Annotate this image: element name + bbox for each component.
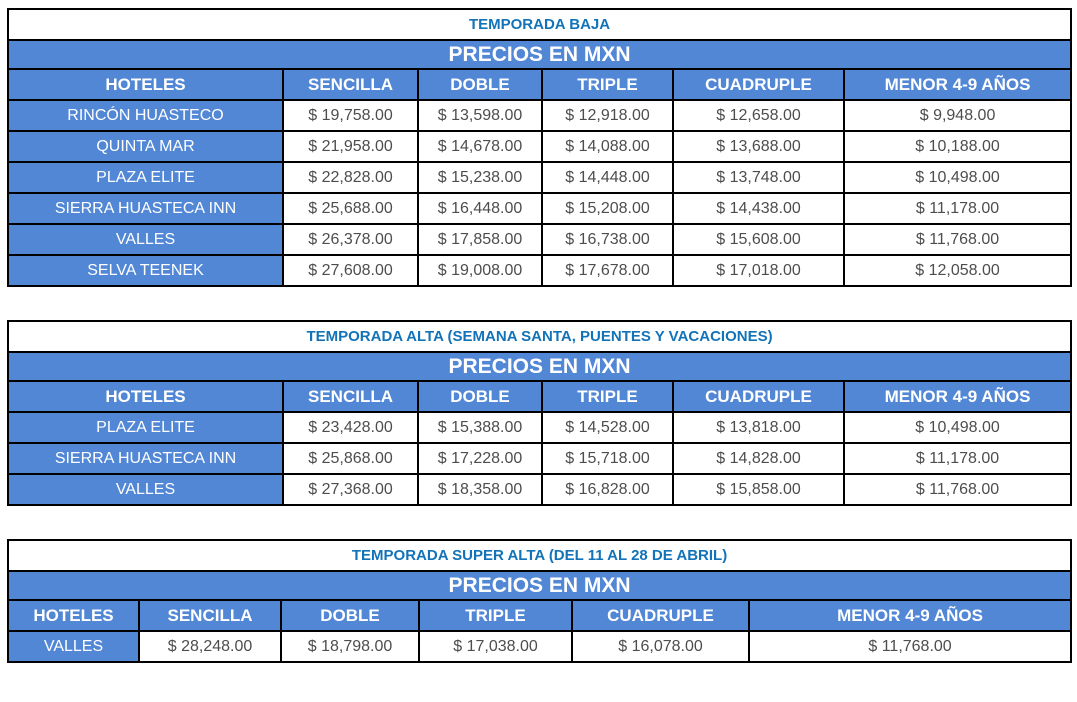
column-header-hoteles: HOTELES [8, 600, 139, 631]
column-header-triple: TRIPLE [419, 600, 572, 631]
price-cell: $ 11,768.00 [844, 474, 1071, 505]
price-cell: $ 17,228.00 [418, 443, 542, 474]
season-price-table [7, 539, 1072, 663]
price-cell: $ 15,388.00 [418, 412, 542, 443]
column-header-row [8, 381, 1071, 412]
price-cell: $ 14,448.00 [542, 162, 673, 193]
price-cell: $ 27,368.00 [283, 474, 418, 505]
hotel-name-cell: SELVA TEENEK [8, 255, 283, 286]
price-cell: $ 12,058.00 [844, 255, 1071, 286]
season-title: TEMPORADA ALTA (SEMANA SANTA, PUENTES Y VACACIONES) [8, 321, 1071, 352]
hotel-name-cell: VALLES [8, 631, 139, 662]
price-cell: $ 10,188.00 [844, 131, 1071, 162]
column-header-hoteles: HOTELES [8, 69, 283, 100]
column-header-doble: DOBLE [418, 381, 542, 412]
price-cell: $ 17,678.00 [542, 255, 673, 286]
season-title: TEMPORADA SUPER ALTA (DEL 11 AL 28 DE ABRIL) [8, 540, 1071, 571]
price-cell: $ 25,688.00 [283, 193, 418, 224]
price-cell: $ 14,088.00 [542, 131, 673, 162]
column-header-menor-4-9-a-os: MENOR 4-9 AÑOS [844, 69, 1071, 100]
column-header-sencilla: SENCILLA [283, 69, 418, 100]
currency-banner-row [8, 352, 1071, 381]
price-cell: $ 17,018.00 [673, 255, 844, 286]
price-cell: $ 16,828.00 [542, 474, 673, 505]
price-cell: $ 15,238.00 [418, 162, 542, 193]
column-header-row [8, 600, 1071, 631]
hotel-name-cell: VALLES [8, 474, 283, 505]
price-cell: $ 12,658.00 [673, 100, 844, 131]
column-header-sencilla: SENCILLA [283, 381, 418, 412]
currency-banner: PRECIOS EN MXN [8, 40, 1071, 69]
hotel-name-cell: PLAZA ELITE [8, 412, 283, 443]
hotel-row [8, 255, 1071, 286]
hotel-row [8, 631, 1071, 662]
season-title-row [8, 321, 1071, 352]
column-header-doble: DOBLE [418, 69, 542, 100]
hotel-row [8, 193, 1071, 224]
price-cell: $ 27,608.00 [283, 255, 418, 286]
hotel-row [8, 100, 1071, 131]
hotel-name-cell: SIERRA HUASTECA INN [8, 443, 283, 474]
hotel-name-cell: RINCÓN HUASTECO [8, 100, 283, 131]
column-header-row [8, 69, 1071, 100]
price-cell: $ 11,768.00 [749, 631, 1071, 662]
price-cell: $ 14,678.00 [418, 131, 542, 162]
price-cell: $ 13,688.00 [673, 131, 844, 162]
price-cell: $ 17,858.00 [418, 224, 542, 255]
column-header-sencilla: SENCILLA [139, 600, 281, 631]
price-cell: $ 18,798.00 [281, 631, 419, 662]
hotel-row [8, 412, 1071, 443]
price-cell: $ 28,248.00 [139, 631, 281, 662]
column-header-cuadruple: CUADRUPLE [572, 600, 749, 631]
hotel-row [8, 474, 1071, 505]
price-cell: $ 23,428.00 [283, 412, 418, 443]
price-cell: $ 15,858.00 [673, 474, 844, 505]
hotel-name-cell: SIERRA HUASTECA INN [8, 193, 283, 224]
price-cell: $ 10,498.00 [844, 162, 1071, 193]
price-cell: $ 15,208.00 [542, 193, 673, 224]
price-cell: $ 21,958.00 [283, 131, 418, 162]
column-header-cuadruple: CUADRUPLE [673, 69, 844, 100]
column-header-cuadruple: CUADRUPLE [673, 381, 844, 412]
price-cell: $ 22,828.00 [283, 162, 418, 193]
column-header-doble: DOBLE [281, 600, 419, 631]
price-cell: $ 19,008.00 [418, 255, 542, 286]
currency-banner-row [8, 40, 1071, 69]
season-title: TEMPORADA BAJA [8, 9, 1071, 40]
price-cell: $ 16,738.00 [542, 224, 673, 255]
column-header-triple: TRIPLE [542, 69, 673, 100]
season-price-table [7, 320, 1072, 506]
column-header-menor-4-9-a-os: MENOR 4-9 AÑOS [844, 381, 1071, 412]
price-cell: $ 11,178.00 [844, 193, 1071, 224]
column-header-menor-4-9-a-os: MENOR 4-9 AÑOS [749, 600, 1071, 631]
hotel-row [8, 443, 1071, 474]
price-cell: $ 15,718.00 [542, 443, 673, 474]
season-title-row [8, 540, 1071, 571]
currency-banner: PRECIOS EN MXN [8, 571, 1071, 600]
season-price-table [7, 8, 1072, 287]
hotel-row [8, 162, 1071, 193]
price-cell: $ 26,378.00 [283, 224, 418, 255]
hotel-name-cell: PLAZA ELITE [8, 162, 283, 193]
price-cell: $ 12,918.00 [542, 100, 673, 131]
price-cell: $ 15,608.00 [673, 224, 844, 255]
price-cell: $ 19,758.00 [283, 100, 418, 131]
price-cell: $ 17,038.00 [419, 631, 572, 662]
price-cell: $ 14,828.00 [673, 443, 844, 474]
price-cell: $ 14,438.00 [673, 193, 844, 224]
price-cell: $ 13,818.00 [673, 412, 844, 443]
price-cell: $ 9,948.00 [844, 100, 1071, 131]
hotel-name-cell: VALLES [8, 224, 283, 255]
price-cell: $ 16,448.00 [418, 193, 542, 224]
price-cell: $ 13,748.00 [673, 162, 844, 193]
column-header-triple: TRIPLE [542, 381, 673, 412]
season-title-row [8, 9, 1071, 40]
hotel-row [8, 131, 1071, 162]
price-cell: $ 25,868.00 [283, 443, 418, 474]
price-cell: $ 11,178.00 [844, 443, 1071, 474]
currency-banner-row [8, 571, 1071, 600]
price-tables-container [7, 8, 1070, 663]
price-cell: $ 14,528.00 [542, 412, 673, 443]
currency-banner: PRECIOS EN MXN [8, 352, 1071, 381]
price-cell: $ 13,598.00 [418, 100, 542, 131]
price-cell: $ 16,078.00 [572, 631, 749, 662]
hotel-name-cell: QUINTA MAR [8, 131, 283, 162]
price-cell: $ 11,768.00 [844, 224, 1071, 255]
price-cell: $ 18,358.00 [418, 474, 542, 505]
hotel-row [8, 224, 1071, 255]
price-cell: $ 10,498.00 [844, 412, 1071, 443]
column-header-hoteles: HOTELES [8, 381, 283, 412]
